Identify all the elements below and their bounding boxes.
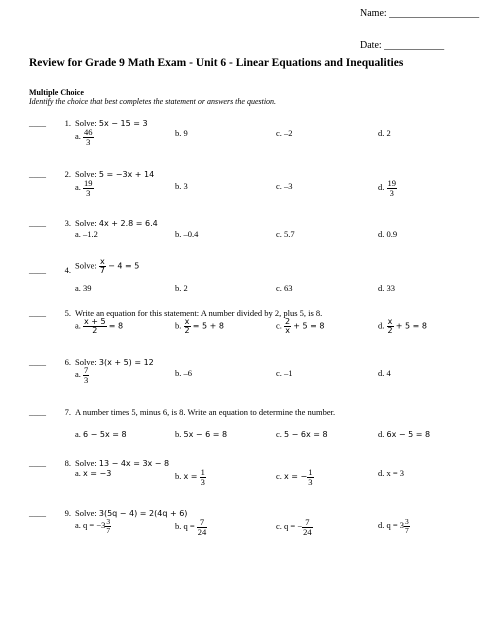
choice-b: b. q = $\frac{7}{24}$ — [175, 517, 207, 537]
choice-d: d. q = 3 $\frac{3}{7}$ — [378, 517, 409, 535]
question-number: 1. — [64, 118, 71, 128]
answer-blank: ____ — [29, 118, 46, 128]
choice-a: a. $\frac{19}{3}$ — [75, 178, 93, 198]
question-stem: Solve: 3(5q − 4) = 2(4q + 6) — [75, 508, 188, 518]
answer-blank: ____ — [29, 508, 46, 518]
answer-blank: ____ — [29, 407, 46, 417]
choice-b: b. –0.4 — [175, 229, 199, 239]
question-stem: Solve: $\frac{x}{7}$ − 4 = 5 — [75, 257, 140, 275]
section-heading: Multiple Choice — [29, 88, 84, 97]
choice-c: c. 5.7 — [276, 229, 295, 239]
date-field-label: Date: ____________ — [360, 40, 445, 51]
question-number: 8. — [64, 458, 71, 468]
name-field-label: Name: __________________ — [360, 8, 480, 19]
question-stem: Solve: 5 = −3x + 14 — [75, 169, 155, 179]
choice-d: d. x = 3 — [378, 468, 405, 478]
choice-a: a. –1.2 — [75, 229, 98, 239]
choice-c: c. –1 — [276, 368, 293, 378]
choice-b: b. 3 — [175, 181, 188, 191]
answer-blank: ____ — [29, 308, 46, 318]
choice-b: b. $\frac{x}{2}$ = 5 + 8 — [175, 317, 224, 335]
choice-b: b. 5x − 6 = 8 — [175, 429, 228, 439]
choice-d: d. 6x − 5 = 8 — [378, 429, 431, 439]
choice-b: b. 2 — [175, 283, 188, 293]
question-number: 6. — [64, 357, 71, 367]
choice-c: c. –3 — [276, 181, 293, 191]
answer-blank: ____ — [29, 218, 46, 228]
choice-a: a. $\frac{7}{3}$ — [75, 365, 89, 385]
question-number: 9. — [64, 508, 71, 518]
choice-b: b. –6 — [175, 368, 192, 378]
answer-blank: ____ — [29, 169, 46, 179]
choice-d: d. 4 — [378, 368, 391, 378]
choice-c: c. 5 − 6x = 8 — [276, 429, 328, 439]
choice-a: a. x = −3 — [75, 468, 112, 478]
choice-a: a. q = −3 $\frac{3}{7}$ — [75, 517, 111, 535]
choice-d: d. $\frac{19}{3}$ — [378, 178, 396, 198]
choice-c: c. –2 — [276, 128, 293, 138]
choice-a: a. $\frac{46}{3}$ — [75, 127, 93, 147]
choice-c: c. x = − $\frac{1}{3}$ — [276, 467, 313, 487]
choice-c: c. q = − $\frac{7}{24}$ — [276, 517, 312, 537]
question-stem: Solve: 13 − 4x = 3x − 8 — [75, 458, 170, 468]
question-number: 5. — [64, 308, 71, 318]
question-number: 3. — [64, 218, 71, 228]
answer-blank: ____ — [29, 265, 46, 275]
question-number: 4. — [64, 265, 71, 275]
question-stem: Write an equation for this statement: A number divided by 2, plus 5, is 8. — [75, 308, 323, 318]
choice-c: c. 63 — [276, 283, 293, 293]
choice-b: b. x = $\frac{1}{3}$ — [175, 467, 205, 487]
choice-d: d. $\frac{x}{2}$ + 5 = 8 — [378, 317, 427, 335]
answer-blank: ____ — [29, 357, 46, 367]
answer-blank: ____ — [29, 458, 46, 468]
choice-a: a. $\frac{x + 5}{2}$ = 8 — [75, 317, 124, 335]
question-stem: Solve: 4x + 2.8 = 6.4 — [75, 218, 158, 228]
choice-d: d. 2 — [378, 128, 391, 138]
instructions: Identify the choice that best completes the statement or answers the question. — [29, 97, 277, 106]
choice-a: a. 39 — [75, 283, 92, 293]
choice-c: c. $\frac{2}{x}$ + 5 = 8 — [276, 317, 325, 335]
choice-b: b. 9 — [175, 128, 188, 138]
question-number: 2. — [64, 169, 71, 179]
choice-a: a. 6 − 5x = 8 — [75, 429, 127, 439]
choice-d: d. 0.9 — [378, 229, 398, 239]
question-stem: A number times 5, minus 6, is 8. Write an equation to determine the number. — [75, 407, 336, 417]
question-stem: Solve: 5x − 15 = 3 — [75, 118, 148, 128]
choice-d: d. 33 — [378, 283, 395, 293]
question-number: 7. — [64, 407, 71, 417]
question-stem: Solve: 3(x + 5) = 12 — [75, 357, 154, 367]
page-title: Review for Grade 9 Math Exam - Unit 6 - Linear Equations and Inequalities — [29, 57, 404, 69]
